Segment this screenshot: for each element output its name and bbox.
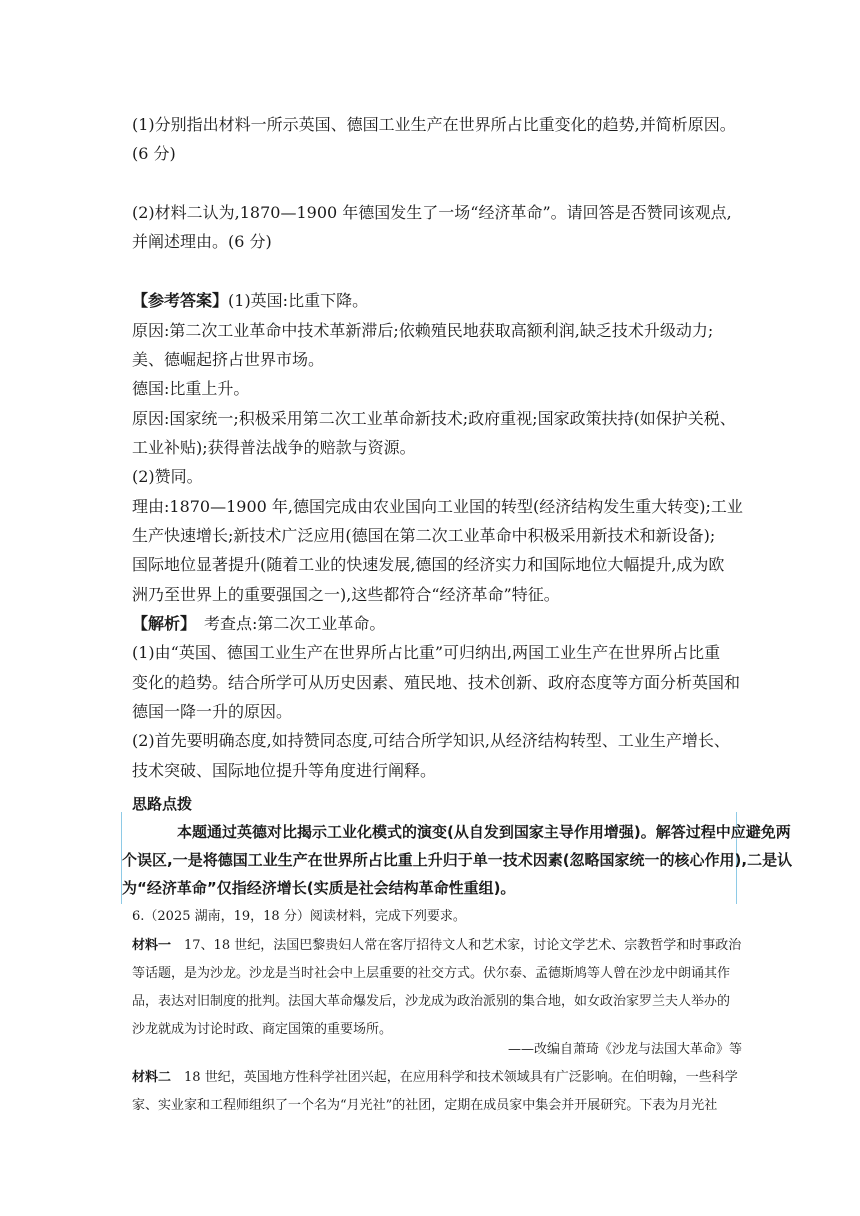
question-2-line-2: 并阐述理由。(6 分) bbox=[132, 232, 272, 251]
thinking-line: 本题通过英德对比揭示工业化模式的演变(从自发到国家主导作用增强)。解答过程中应避免两 bbox=[177, 823, 791, 841]
thinking-line: 个误区,一是将德国工业生产在世界所占比重上升归于单一技术因素(忽略国家统一的核心作用),二是认 bbox=[122, 851, 793, 869]
analysis-first-line bbox=[132, 609, 742, 638]
answer-line: 德国:比重上升。 bbox=[132, 379, 250, 398]
answer-first-line bbox=[132, 286, 742, 315]
analysis-line: 德国一降一升的原因。 bbox=[132, 702, 293, 721]
material-1-label: 材料一 bbox=[132, 938, 172, 953]
material-1-line: 沙龙就成为讨论时政、商定国策的重要场所。 bbox=[132, 1022, 393, 1037]
analysis-label: 【解析】 bbox=[132, 614, 189, 633]
answer-line: 原因:第二次工业革命中技术革新滞后;依赖殖民地获取高额利润,缺乏技术升级动力; bbox=[132, 321, 714, 340]
question-1-line-1: (1)分别指出材料一所示英国、德国工业生产在世界所占比重变化的趋势,并简析原因。 bbox=[132, 115, 736, 134]
answer-line: 美、德崛起挤占世界市场。 bbox=[132, 350, 325, 369]
analysis-line: (2)首先要明确态度,如持赞同态度,可结合所学知识,从经济结构转型、工业生产增长、 bbox=[132, 731, 730, 750]
answer-label: 【参考答案】 bbox=[132, 291, 229, 310]
answer-line: 原因:国家统一;积极采用第二次工业革命新技术;政府重视;国家政策扶持(如保护关税、 bbox=[132, 409, 736, 428]
thinking-line: 为“经济革命”仅指经济增长(实质是社会结构革命性重组)。 bbox=[122, 879, 516, 897]
analysis-line: (1)由“英国、德国工业生产在世界所占比重”可归纳出,两国工业生产在世界所占比重 bbox=[132, 643, 721, 662]
material-2-label: 材料二 bbox=[132, 1070, 172, 1085]
answer-first-text: (1)英国:比重下降。 bbox=[228, 291, 369, 310]
question-6-header: 6.（2025 湖南，19，18 分）阅读材料，完成下列要求。 bbox=[132, 909, 466, 924]
thinking-text bbox=[122, 818, 793, 902]
answer-line: 洲乃至世界上的重要强国之一),这些都符合“经济革命”特征。 bbox=[132, 585, 560, 604]
analysis-line: 技术突破、国际地位提升等角度进行阐释。 bbox=[132, 761, 437, 780]
material-2-first-line bbox=[132, 1064, 742, 1092]
material-1-line: 等话题，是为沙龙。沙龙是当时社会中上层重要的社交方式。伏尔泰、孟德斯鸠等人曾在沙龙中朗诵其作 bbox=[132, 966, 731, 981]
material-1-line: 品，表达对旧制度的批判。法国大革命爆发后，沙龙成为政治派别的集合地，如女政治家罗兰夫人举办的 bbox=[132, 994, 731, 1009]
material-1-first-text: 17、18 世纪，法国巴黎贵妇人常在客厅招待文人和艺术家，讨论文学艺术、宗教哲学和时事政治 bbox=[171, 938, 742, 953]
material-1-source: ——改编自萧琦《沙龙与法国大革命》等 bbox=[507, 1042, 742, 1057]
answer-line: (2)赞同。 bbox=[132, 467, 203, 486]
material-1-first-line bbox=[132, 932, 742, 960]
thinking-title: 思路点拨 bbox=[132, 795, 193, 813]
answer-line: 生产快速增长;新技术广泛应用(德国在第二次工业革命中积极采用新技术和新设备); bbox=[132, 526, 716, 545]
material-2-first-text: 18 世纪，英国地方性科学社团兴起，在应用科学和技术领域具有广泛影响。在伯明翰，一些科学 bbox=[171, 1070, 738, 1085]
answer-line: 理由:1870—1900 年,德国完成由农业国向工业国的转型(经济结构发生重大转变);工业 bbox=[132, 497, 743, 516]
analysis-first-text: 考查点:第二次工业革命。 bbox=[188, 614, 386, 633]
answer-line: 工业补贴);获得普法战争的赔款与资源。 bbox=[132, 438, 416, 457]
analysis-line: 变化的趋势。结合所学可从历史因素、殖民地、技术创新、政府态度等方面分析英国和 bbox=[132, 673, 741, 692]
material-2-line: 家、实业家和工程师组织了一个名为“月光社”的社团，定期在成员家中集会并开展研究。下表为月光社 bbox=[132, 1098, 718, 1113]
question-2-line-1: (2)材料二认为,1870—1900 年德国发生了一场“经济革命”。请回答是否赞同该观点, bbox=[132, 203, 732, 222]
answer-line: 国际地位显著提升(随着工业的快速发展,德国的经济实力和国际地位大幅提升,成为欧 bbox=[132, 555, 725, 574]
question-1-line-2: (6 分) bbox=[132, 144, 176, 163]
